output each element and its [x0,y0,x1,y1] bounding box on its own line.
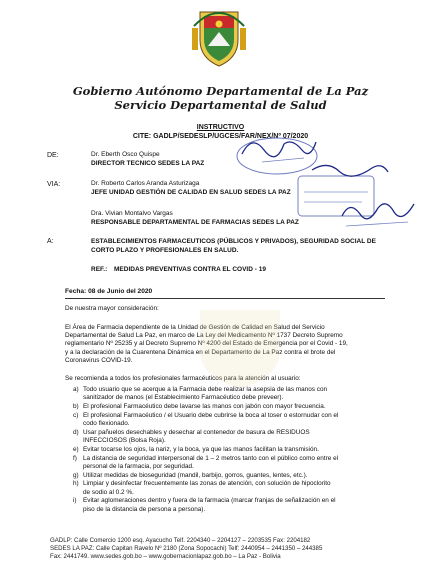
item-line: Limpiar y desinfectar frecuentemente las zonas de atención, con solución de hipoclorito [83,480,331,488]
document-type: INSTRUCTIVO [196,124,245,131]
list-marker: h) [73,480,79,488]
via-label: VIA: [47,181,61,188]
list-item [65,446,405,454]
list-item [65,480,405,496]
footer-line: GADLP: Calle Comercio 1200 esq. Ayacucho Telf. 2204340 – 2204127 – 2203535 Fax: 2204182 [50,537,311,544]
item-line: codo flexionado. [83,420,130,427]
list-item [65,429,405,445]
via1-name: Dr. Roberto Carlos Aranda Asturizaga [91,180,200,187]
list-marker: g) [73,471,79,479]
list-item [65,455,405,471]
ref-text: MEDIDAS PREVENTIVAS CONTRA EL COVID - 19 [114,266,266,273]
salutation: De nuestra mayor consideración: [65,305,159,312]
document-cite: CITE: GADLP/SEDESLP/UGCES/FAR/NEX/Nº 07/2020 [132,133,309,140]
document-date: Fecha: 08 de Junio del 2020 [65,288,153,295]
list-item [65,403,405,411]
item-line: Evitar aglomeraciones dentro y fuera de la farmacia (marcar franjas de señalización en el [83,497,336,505]
a-line1: ESTABLECIMIENTOS FARMACEUTICOS (PÚBLICOS Y PRIVADOS), SEGURIDAD SOCIAL DE [91,238,376,245]
item-line: de sodio al 0.2 %. [83,488,134,496]
item-line: Evitar tocarse los ojos, la nariz, y la boca, ya que las manos facilitan la transmisión. [83,445,319,453]
item-line: Usar pañuelos desechables y desechar al contenedor de basura de RESIDUOS [83,428,310,436]
footer-line: SEDES LA PAZ: Calle Capitan Ravelo Nº 2180 (Zona Sopocachi) Telf: 2440954 – 2441350 – 244385 [50,545,323,552]
de-label: DE: [47,152,59,159]
de-name: Dr. Eberth Osco Quispe [91,151,160,158]
recommendation-intro: Se recomienda a todos los profesionales farmacéuticos para la atención al usuario: [65,375,301,382]
body-line: El Área de Farmacia dependiente de la Unidad de Gestión de Calidad en Salud del Servicio [65,324,325,331]
body-line: Coronavirus COVID-19. [65,356,133,364]
de-title: DIRECTOR TECNICO SEDES LA PAZ [91,160,205,167]
list-marker: b) [73,403,79,410]
item-line: sanitizador de manos (el Establecimiento Farmacéutico debe preveer). [83,394,284,402]
list-item [65,497,405,513]
via1-title: JEFE UNIDAD GESTIÓN DE CALIDAD EN SALUD SEDES LA PAZ [91,189,291,196]
list-marker: e) [73,445,79,453]
ref-label: REF.: [91,266,108,273]
body-line: Departamental de Salud La Paz, en marco de La Ley del Medicamento Nº 1737 Decreto Supremo [65,332,343,340]
list-marker: d) [73,428,79,436]
list-item [65,386,405,402]
recommendation-list [65,386,405,514]
item-line: El profesional Farmacéutico debe lavarse las manos con jabón con mayor frecuencia. [83,403,326,410]
a-label: A: [47,238,54,245]
pharmacy-head-signature [338,196,418,234]
item-line: Utilizar medidas de bioseguridad (mandil, barbijo, gorros, guantes, lentes, etc.). [83,471,308,479]
list-marker: a) [73,386,79,393]
coat-of-arms-seal [192,6,246,68]
quality-unit-stamp [292,162,392,232]
list-item [65,412,405,428]
via2-title: RESPONSABLE DEPARTAMENTAL DE FARMACIAS SEDES LA PAZ [91,219,299,226]
item-line: El profesional Farmacéutico / el Usuario debe cubrirse la boca al toser o estornudar con el [83,411,339,419]
item-line: INFECCIOSOS (Bolsa Roja). [83,437,166,444]
body-paragraph [65,324,396,365]
service-name: Servicio Departamental de Salud [114,98,327,112]
item-line: personal de la farmacia, por seguridad. [83,462,194,470]
item-line: La distancia de seguridad interpersonal de 1 – 2 metros tanto con el público como entre el [83,454,339,462]
list-marker: c) [73,411,79,419]
list-item [65,472,405,480]
item-line: piso de la distancia de persona a persona). [83,505,206,513]
body-line: reglamentario Nº 25235 y al Decreto Supremo Nº 4200 del Estado de Emergencia por el Covid - 19, [65,340,348,348]
header-divider [65,298,385,299]
via2-name: Dra. Vivian Montalvo Vargas [91,210,173,217]
body-line: y a la declaración de la Cuarentena Dinámica en el Departamento de La Paz contra el brote del [65,348,336,356]
list-marker: f) [73,454,77,462]
footer-line: Fax: 2441749. www.sedes.gob.bo – www.gobernacionlapaz.gob.bo – La Paz - Bolivia [50,553,281,560]
footer-contact [50,537,322,561]
a-line2: CORTO PLAZO Y PROFESIONALES EN SALUD. [91,247,239,254]
item-line: Todo usuario que se acerque a la Farmacia debe realizar la asepsia de las manos con [83,386,328,393]
government-name: Gobierno Autónomo Departamental de La Paz [72,84,369,98]
list-marker: i) [73,497,77,505]
